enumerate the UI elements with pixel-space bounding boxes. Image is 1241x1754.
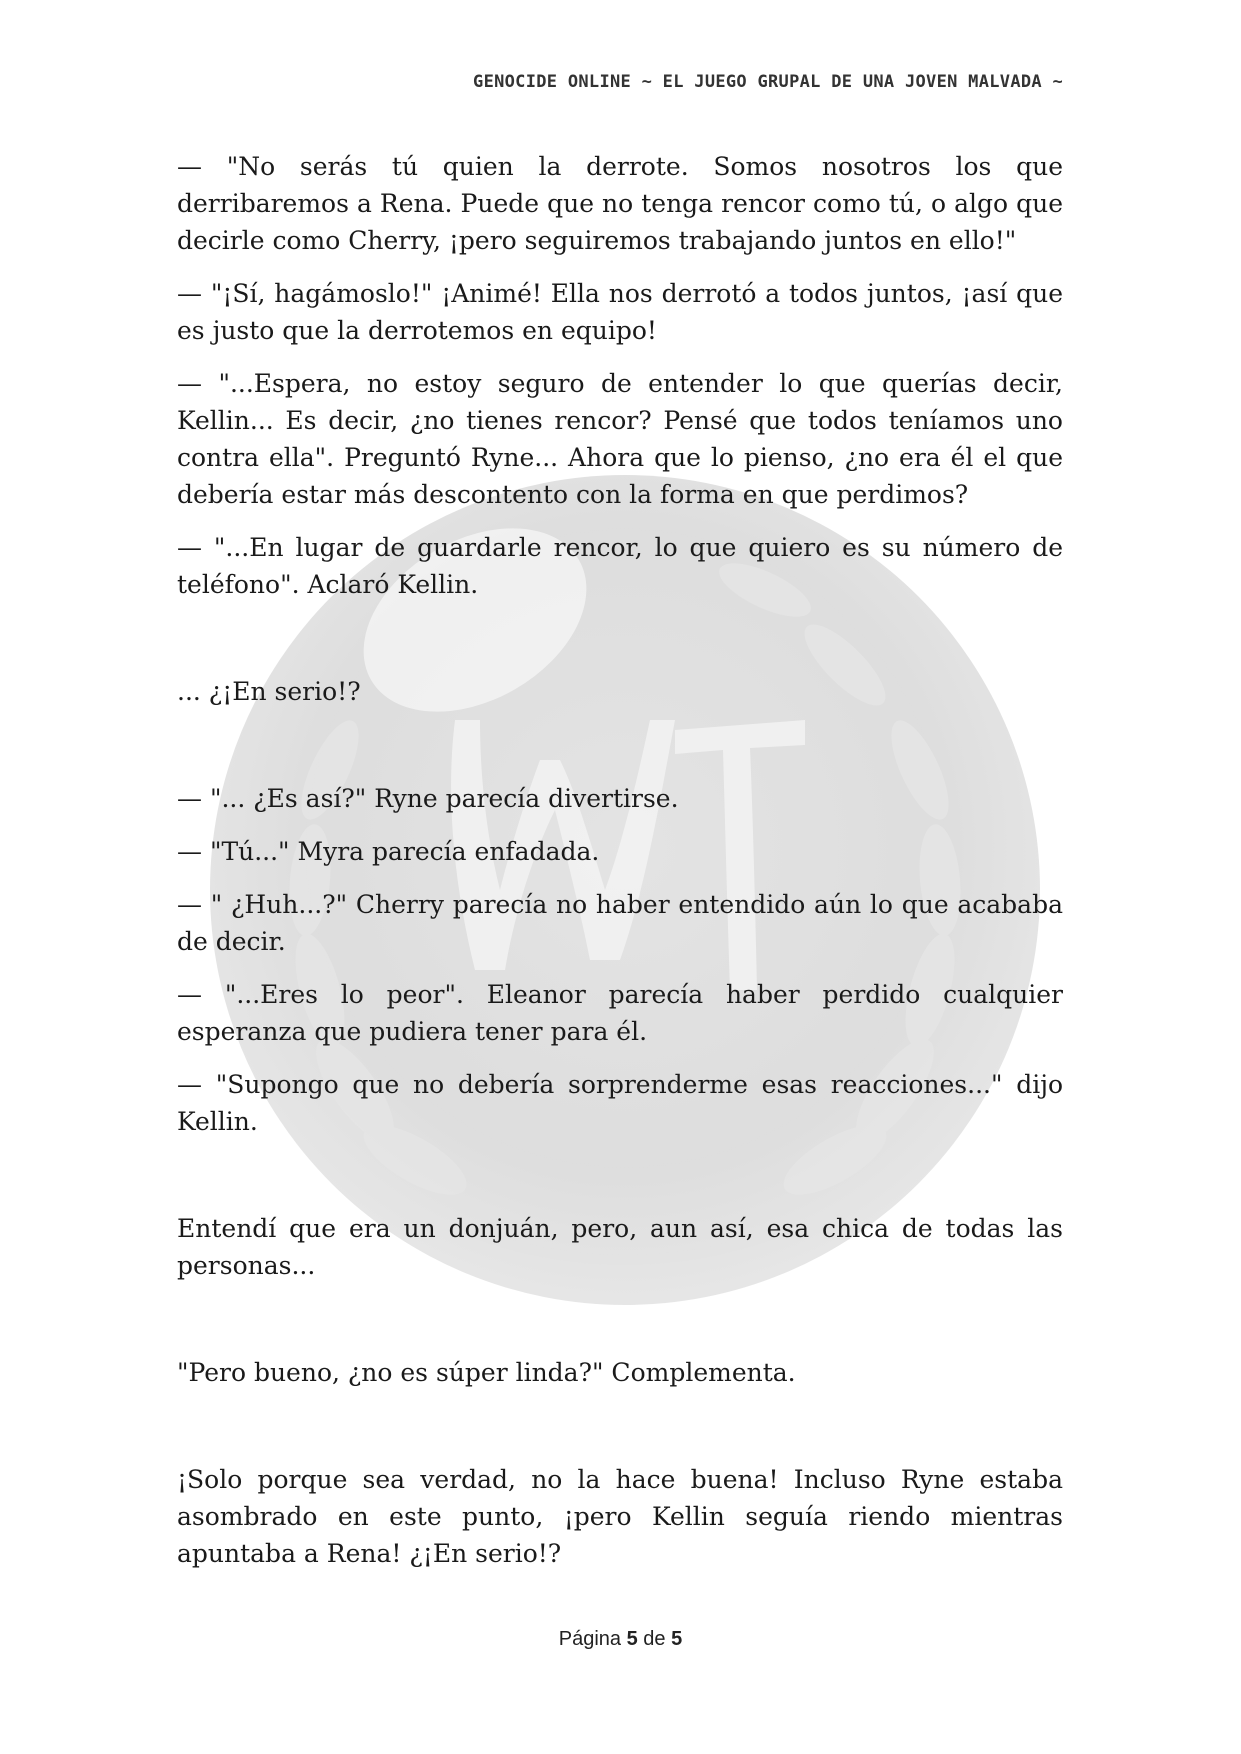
paragraph: — "¡Sí, hagámoslo!" ¡Animé! Ella nos derrotó a todos juntos, ¡así que es justo que la derrotemos en equipo! (177, 279, 1063, 345)
paragraph: ¡Solo porque sea verdad, no la hace buena! Incluso Ryne estaba asombrado en este punto, ¡pero Kellin seguía riendo mientras apuntaba a Rena! ¿¡En serio!? (177, 1465, 1063, 1568)
paragraph: — "...Espera, no estoy seguro de entender lo que querías decir, Kellin... Es decir, ¿no tienes rencor? Pensé que todos teníamos uno contra ella". Preguntó Ryne... Ahora que lo pienso, ¿no era él el que debería estar más descontento con la forma en que perdimos? (177, 369, 1063, 509)
paragraph: Entendí que era un donjuán, pero, aun así, esa chica de todas las personas... (177, 1214, 1063, 1280)
paragraph: — "... ¿Es así?" Ryne parecía divertirse. (177, 784, 679, 813)
paragraph: — "...Eres lo peor". Eleanor parecía haber perdido cualquier esperanza que pudiera tener para él. (177, 980, 1063, 1046)
paragraph: — " ¿Huh...?" Cherry parecía no haber entendido aún lo que acababa de decir. (177, 890, 1063, 956)
page-number (0, 1628, 1241, 1651)
page-body (177, 148, 1063, 1572)
document-header: GENOCIDE ONLINE ~ EL JUEGO GRUPAL DE UNA JOVEN MALVADA ~ (473, 72, 1063, 92)
paragraph: — "Supongo que no debería sorprenderme esas reacciones..." dijo Kellin. (177, 1070, 1063, 1136)
paragraph: — "No serás tú quien la derrote. Somos nosotros los que derribaremos a Rena. Puede que no tenga rencor como tú, o algo que decirle como Cherry, ¡pero seguiremos trabajando juntos en ello!" (177, 152, 1063, 255)
current-page: 5 (626, 1628, 638, 1650)
paragraph: — "...En lugar de guardarle rencor, lo que quiero es su número de teléfono". Aclaró Kellin. (177, 533, 1063, 599)
page-separator: de (643, 1628, 666, 1650)
total-pages: 5 (671, 1628, 683, 1650)
paragraph: "Pero bueno, ¿no es súper linda?" Complementa. (177, 1358, 796, 1387)
paragraph: — "Tú..." Myra parecía enfadada. (177, 837, 600, 866)
page-label: Página (558, 1628, 622, 1650)
paragraph: ... ¿¡En serio!? (177, 677, 361, 706)
